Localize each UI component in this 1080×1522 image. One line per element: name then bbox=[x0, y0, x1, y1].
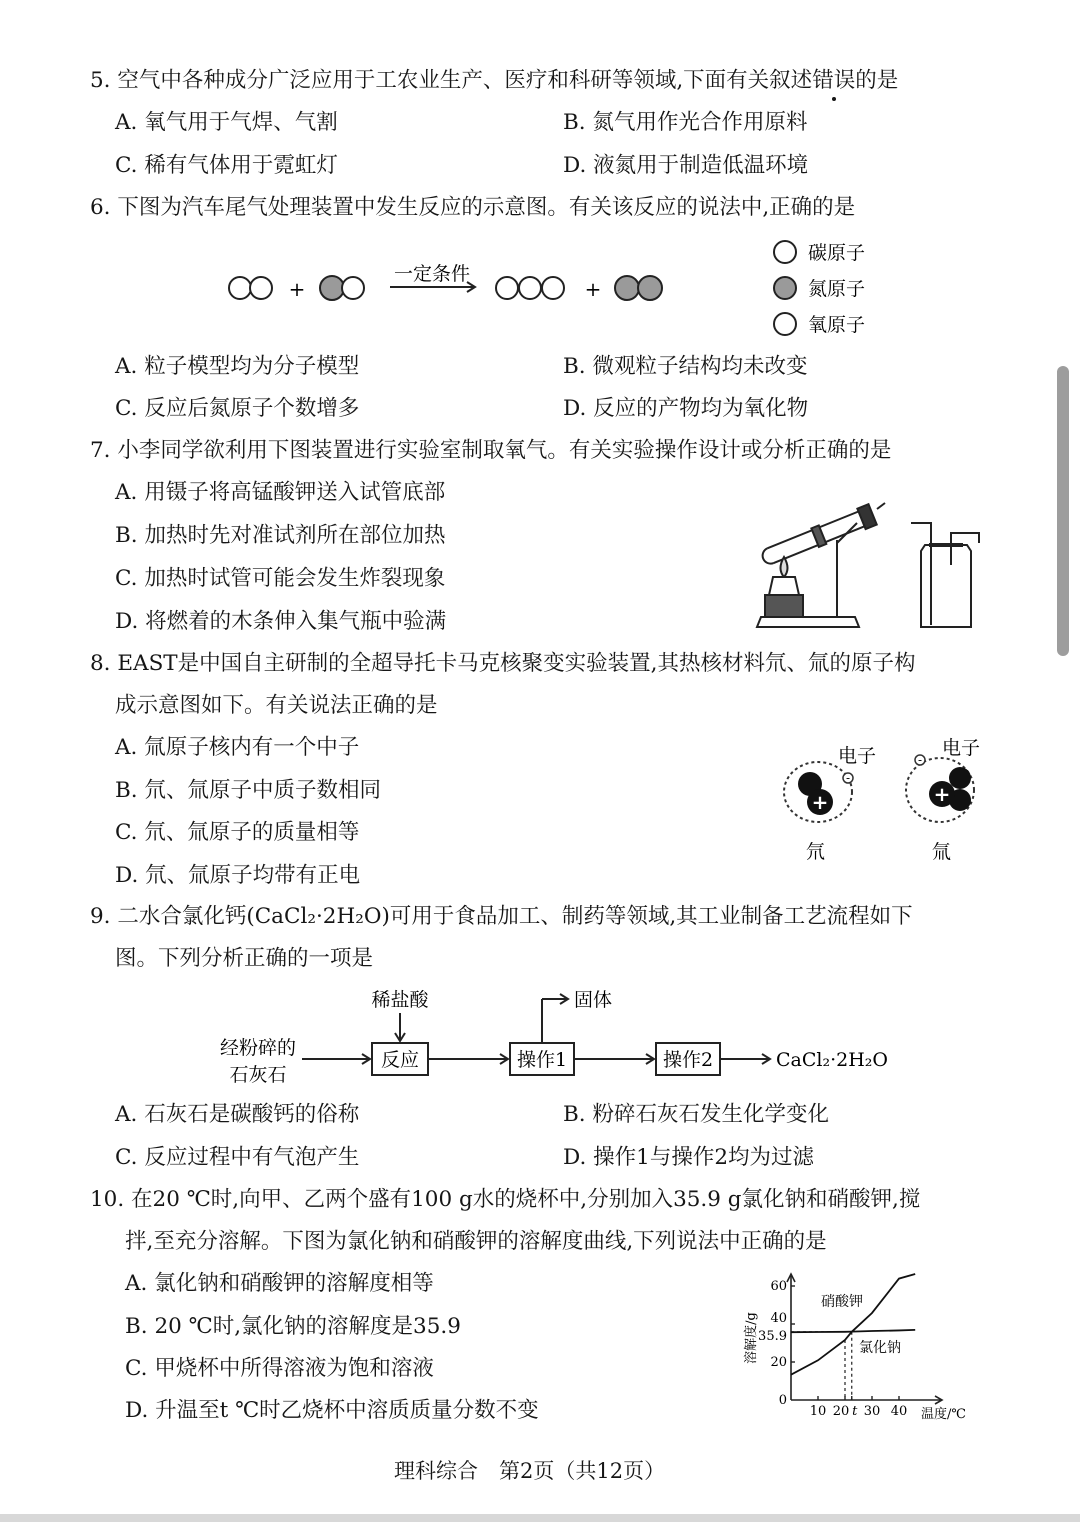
raw-label-1: 经粉碎的 bbox=[219, 1037, 297, 1059]
q8-option-b: B. 氘、氚原子中质子数相同 bbox=[115, 778, 381, 803]
q5-option-c: C. 稀有气体用于霓虹灯 bbox=[115, 153, 338, 178]
q7-apparatus bbox=[755, 495, 995, 635]
x-tick-label: 40 bbox=[890, 1404, 908, 1419]
test-tube bbox=[759, 504, 877, 569]
o2-atom-1 bbox=[229, 277, 251, 299]
q8-option-a: A. 氚原子核内有一个中子 bbox=[115, 735, 360, 760]
product-label: CaCl₂·2H₂O bbox=[776, 1049, 888, 1071]
deuterium-electron-sign: - bbox=[845, 771, 851, 785]
q9-stem-line2: 图。下列分析正确的一项是 bbox=[115, 946, 374, 971]
n2-atom-1 bbox=[615, 276, 639, 300]
q8-option-d: D. 氘、氚原子均带有正电 bbox=[115, 863, 361, 888]
solubility-chart bbox=[735, 1268, 985, 1428]
q5-option-a: A. 氧气用于气焊、气割 bbox=[115, 110, 338, 135]
series-label-kno3: 硝酸钾 bbox=[821, 1294, 863, 1310]
o2-atom-2 bbox=[250, 277, 272, 299]
q6-option-a: A. 粒子模型均为分子模型 bbox=[115, 354, 360, 379]
react-label: 反应 bbox=[380, 1049, 420, 1071]
x-tick-label: 20 bbox=[832, 1404, 850, 1419]
y-tick-label: 40 bbox=[770, 1311, 787, 1326]
x-tick-label: 30 bbox=[863, 1404, 881, 1419]
n2-atom-2 bbox=[638, 276, 662, 300]
q8-stem-line1: 8. EAST是中国自主研制的全超导托卡马克核聚变实验装置,其热核材料氘、氚的原子构 bbox=[90, 651, 916, 676]
q8-stem-line2: 成示意图如下。有关说法正确的是 bbox=[115, 693, 438, 718]
y-tick-label: 0 bbox=[778, 1393, 787, 1408]
plus-sign-1: + bbox=[288, 277, 306, 301]
acid-label: 稀盐酸 bbox=[371, 989, 429, 1011]
q10-option-a: A. 氯化钠和硝酸钾的溶解度相等 bbox=[125, 1271, 434, 1296]
delivery-tube bbox=[877, 503, 885, 509]
q10-stem-line1: 10. 在20 ℃时,向甲、乙两个盛有100 g水的烧杯中,分别加入35.9 g氯化钠和硝酸钾,搅 bbox=[90, 1187, 921, 1212]
kno3-curve bbox=[791, 1274, 915, 1375]
tritium-label: 氚 bbox=[932, 841, 952, 863]
q6-reaction-diagram bbox=[220, 236, 900, 340]
q9-option-d: D. 操作1与操作2均为过滤 bbox=[563, 1145, 814, 1170]
legend-oxygen: 氧原子 bbox=[808, 314, 866, 336]
legend-carbon-icon bbox=[774, 241, 796, 263]
x-tick-label: 10 bbox=[809, 1404, 827, 1419]
q10-option-b: B. 20 ℃时,氯化钠的溶解度是35.9 bbox=[125, 1314, 461, 1339]
op2-label: 操作2 bbox=[662, 1049, 714, 1071]
q7-option-b: B. 加热时先对准试剂所在部位加热 bbox=[115, 523, 446, 548]
alcohol-lamp bbox=[769, 577, 799, 595]
y-tick-label: 20 bbox=[770, 1355, 787, 1370]
plus-sign-2: + bbox=[584, 277, 602, 301]
y-tick-label: 60 bbox=[770, 1279, 787, 1294]
q10-option-d: D. 升温至t ℃时乙烧杯中溶质质量分数不变 bbox=[125, 1398, 539, 1423]
lamp-table bbox=[765, 595, 803, 617]
q10-stem-line2: 拌,至充分溶解。下图为氯化钠和硝酸钾的溶解度曲线,下列说法中正确的是 bbox=[125, 1229, 827, 1254]
stand-base bbox=[757, 617, 859, 627]
q5-option-b: B. 氮气用作光合作用原料 bbox=[563, 110, 808, 135]
q8-option-c: C. 氘、氚原子的质量相等 bbox=[115, 820, 360, 845]
deuterium-electron-label: 电子 bbox=[838, 745, 877, 767]
tritium-proton-sign: + bbox=[933, 782, 951, 806]
page-footer: 理科综合 第2页（共12页） bbox=[394, 1459, 666, 1483]
y-axis-label: 溶解度/g bbox=[744, 1312, 759, 1364]
co2-o-atom-2 bbox=[542, 277, 564, 299]
legend-nitrogen: 氮原子 bbox=[808, 278, 866, 300]
q6-option-c: C. 反应后氮原子个数增多 bbox=[115, 396, 360, 421]
q5-option-d: D. 液氮用于制造低温环境 bbox=[563, 153, 809, 178]
op1-label: 操作1 bbox=[516, 1049, 568, 1071]
tritium-electron-sign: - bbox=[917, 753, 923, 767]
q6-stem: 6. 下图为汽车尾气处理装置中发生反应的示意图。有关该反应的说法中,正确的是 bbox=[90, 195, 856, 220]
tritium-atom bbox=[906, 753, 974, 822]
q9-flowchart bbox=[200, 985, 920, 1095]
q7-option-c: C. 加热时试管可能会发生炸裂现象 bbox=[115, 566, 446, 591]
legend-nitrogen-icon bbox=[774, 277, 796, 299]
deuterium-proton-sign: + bbox=[811, 790, 829, 814]
vertical-scrollbar[interactable] bbox=[1057, 366, 1069, 656]
solid-label: 固体 bbox=[574, 989, 613, 1011]
y-tick-label: 35.9 bbox=[758, 1328, 787, 1344]
legend-carbon: 碳原子 bbox=[808, 242, 866, 264]
legend-oxygen-icon bbox=[774, 313, 796, 335]
reaction-condition: 一定条件 bbox=[393, 263, 471, 285]
tritium-neutron-1 bbox=[949, 767, 971, 789]
q7-option-d: D. 将燃着的木条伸入集气瓶中验满 bbox=[115, 609, 447, 634]
q5-stem: 5. 空气中各种成分广泛应用于工农业生产、医疗和科研等领域,下面有关叙述错误的是 bbox=[90, 68, 899, 93]
co2-c-atom bbox=[519, 277, 541, 299]
bottom-edge-bar bbox=[0, 1514, 1080, 1522]
q9-option-b: B. 粉碎石灰石发生化学变化 bbox=[563, 1102, 829, 1127]
series-label-nacl: 氯化钠 bbox=[859, 1340, 901, 1356]
q8-atom-diagram bbox=[770, 732, 1000, 872]
q6-option-b: B. 微观粒子结构均未改变 bbox=[563, 354, 808, 379]
no-n-atom bbox=[320, 276, 344, 300]
q9-stem-line1: 9. 二水合氯化钙(CaCl₂·2H₂O)可用于食品加工、制药等领域,其工业制备工艺流程如下 bbox=[90, 904, 913, 929]
x-tick-label: t bbox=[852, 1404, 858, 1419]
tritium-electron-label: 电子 bbox=[942, 737, 981, 759]
q9-option-c: C. 反应过程中有气泡产生 bbox=[115, 1145, 360, 1170]
raw-label-2: 石灰石 bbox=[229, 1064, 287, 1086]
deuterium-label: 氘 bbox=[806, 841, 826, 863]
co2-o-atom-1 bbox=[496, 277, 518, 299]
q7-stem: 7. 小李同学欲利用下图装置进行实验室制取氧气。有关实验操作设计或分析正确的是 bbox=[90, 438, 892, 463]
q6-option-d: D. 反应的产物均为氧化物 bbox=[563, 396, 809, 421]
q7-option-a: A. 用镊子将高锰酸钾送入试管底部 bbox=[115, 480, 446, 505]
q5-emphasis: 错误 bbox=[812, 68, 856, 93]
q10-option-c: C. 甲烧杯中所得溶液为饱和溶液 bbox=[125, 1356, 434, 1381]
no-o-atom bbox=[342, 277, 364, 299]
x-axis-label: 温度/℃ bbox=[921, 1407, 966, 1422]
deuterium-atom bbox=[784, 762, 853, 822]
q9-option-a: A. 石灰石是碳酸钙的俗称 bbox=[115, 1102, 360, 1127]
gas-bottle bbox=[921, 545, 971, 627]
lamp-flame bbox=[781, 557, 788, 577]
